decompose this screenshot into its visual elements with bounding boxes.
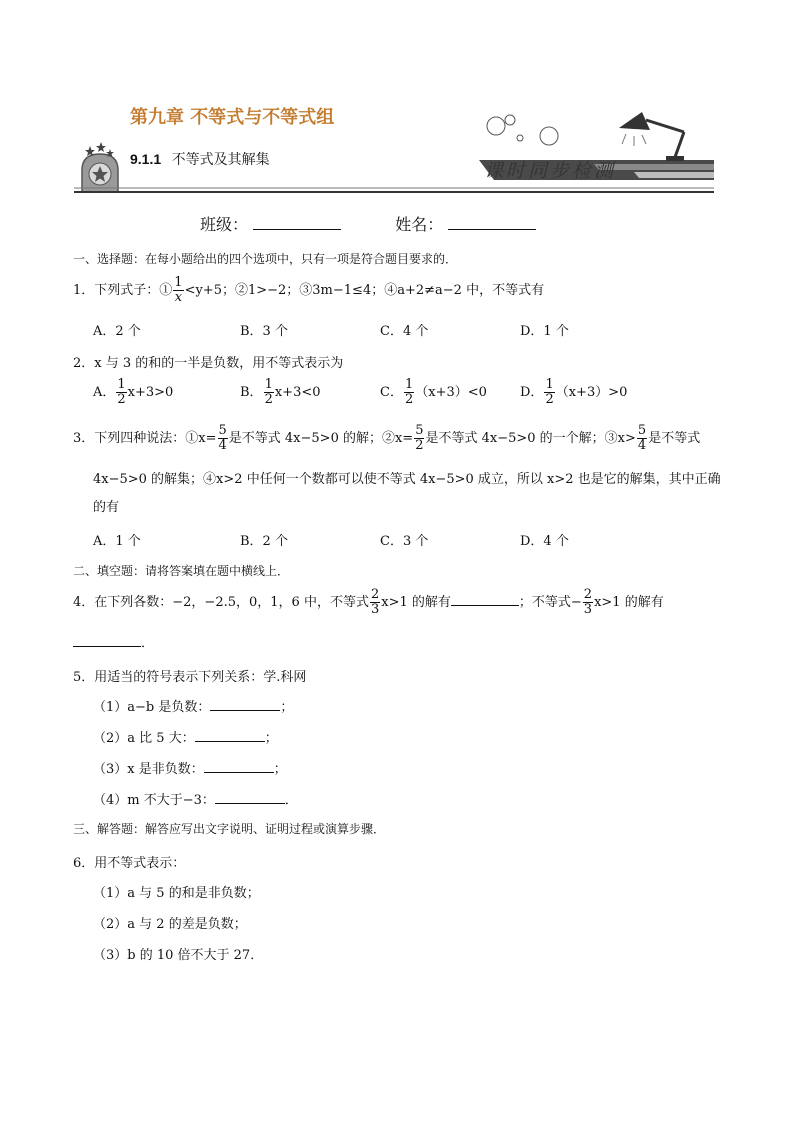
q1-frac-num: 1 <box>174 275 183 290</box>
q3-fraction-3 <box>637 424 647 453</box>
q3-f1-num: 5 <box>218 423 227 438</box>
q2-d-label: D． <box>520 385 544 400</box>
q2-a-fraction <box>116 378 126 407</box>
q3-f3-den: 4 <box>637 438 647 453</box>
q2-d-den: 2 <box>545 392 554 407</box>
q3-option-b[interactable]: B．2 个 <box>240 534 288 549</box>
q2-option-a[interactable] <box>93 378 173 407</box>
class-label: 班级： <box>200 215 249 234</box>
q2-a-num: 1 <box>117 377 126 392</box>
q2-c-label: C． <box>380 385 403 400</box>
q5-item-3 <box>93 758 287 777</box>
q1-frac-den: x <box>174 290 183 305</box>
part3-heading: 三、解答题：解答应写出文字说明、证明过程或演算步骤． <box>73 822 386 836</box>
q2-d-tail: （x+3）>0 <box>555 385 628 400</box>
q6-item-1: （1）a 与 5 的和是非负数； <box>93 886 260 901</box>
q2-c-fraction <box>404 378 414 407</box>
part2-heading: 二、填空题：请将答案填在题中横线上． <box>73 564 290 578</box>
bubbles-icon <box>487 115 558 145</box>
q2-b-fraction <box>264 378 274 407</box>
q3-seg4: 是不等式 <box>648 431 701 446</box>
q2-option-c[interactable] <box>380 378 487 407</box>
q5-item-3-end: ； <box>273 762 287 777</box>
q2-stem: 2．x 与 3 的和的一半是负数，用不等式表示为 <box>73 356 344 371</box>
q5-item-2-end: ； <box>264 731 278 746</box>
q4-fraction-1 <box>370 588 380 617</box>
q4-line-1 <box>73 588 664 617</box>
q3-line-3: 的有 <box>93 500 120 515</box>
q2-d-fraction <box>544 378 554 407</box>
q1-option-b[interactable]: B．3 个 <box>240 324 288 339</box>
q3-f1-den: 4 <box>218 438 227 453</box>
q4-answer-blank-1[interactable] <box>451 593 519 606</box>
q5-item-4 <box>93 789 298 808</box>
q2-c-num: 1 <box>404 377 414 392</box>
brand-title: 课时同步检测 <box>484 160 617 182</box>
q3-seg1: 3．下列四种说法：①x= <box>73 431 217 446</box>
q6-stem: 6．用不等式表示： <box>73 856 186 871</box>
q2-c-den: 2 <box>404 392 414 407</box>
q4-fraction-2 <box>583 588 593 617</box>
q5-blank-4[interactable] <box>215 791 285 804</box>
q2-a-tail: x+3>0 <box>127 385 174 400</box>
q3-f2-num: 5 <box>415 423 424 438</box>
class-blank[interactable] <box>253 217 341 230</box>
chapter-title: 第九章 不等式与不等式组 <box>130 107 335 128</box>
q4-answer-blank-2[interactable] <box>73 634 141 647</box>
q5-item-4-text: （4）m 不大于−3： <box>93 793 215 808</box>
q3-line-1 <box>73 424 700 453</box>
q4-f1-num: 2 <box>370 587 380 602</box>
q1-prefix: 1．下列式子：① <box>73 283 173 298</box>
q4-f2-den: 3 <box>583 602 593 617</box>
q3-f3-num: 5 <box>637 423 647 438</box>
q4-seg2: x>1 的解有 <box>381 595 451 610</box>
lamp-icon <box>619 112 684 161</box>
q3-option-a[interactable]: A．1 个 <box>93 534 141 549</box>
q3-seg2: 是不等式 4x−5>0 的解；②x= <box>228 431 414 446</box>
q2-b-den: 2 <box>264 392 273 407</box>
q4-f2-num: 2 <box>583 587 593 602</box>
q2-c-tail: （x+3）<0 <box>415 385 487 400</box>
q4-seg3: ；不等式− <box>518 595 582 610</box>
q5-blank-1[interactable] <box>210 698 280 711</box>
q4-line-2 <box>73 632 154 651</box>
q5-blank-3[interactable] <box>204 760 274 773</box>
q2-a-label: A． <box>93 385 116 400</box>
q2-d-num: 1 <box>545 377 554 392</box>
q3-option-d[interactable]: D．4 个 <box>520 534 569 549</box>
q5-item-2-text: （2）a 比 5 大： <box>93 731 195 746</box>
q2-option-b[interactable] <box>240 378 321 407</box>
q5-item-1 <box>93 696 293 715</box>
q1-stem <box>73 276 544 305</box>
q2-b-tail: x+3<0 <box>274 385 321 400</box>
q2-b-num: 1 <box>264 377 273 392</box>
q5-item-1-end: ； <box>280 700 294 715</box>
q4-seg1: 4．在下列各数：−2，−2.5，0，1，6 中，不等式 <box>73 595 369 610</box>
q1-option-c[interactable]: C．4 个 <box>380 324 429 339</box>
q4-seg4: x>1 的解有 <box>594 595 664 610</box>
q4-end: ． <box>141 636 155 651</box>
q5-item-3-text: （3）x 是非负数： <box>93 762 204 777</box>
q1-rest: <y+5；②1>−2；③3m−1≤4；④a+2≠a−2 中，不等式有 <box>184 283 545 298</box>
name-label: 姓名： <box>395 215 444 234</box>
q6-item-3: （3）b 的 10 倍不大于 27． <box>93 948 264 963</box>
q5-item-1-text: （1）a−b 是负数： <box>93 700 211 715</box>
q1-option-d[interactable]: D．1 个 <box>520 324 569 339</box>
q3-f2-den: 2 <box>415 438 424 453</box>
q3-fraction-2 <box>414 424 424 453</box>
section-heading <box>130 149 270 169</box>
q6-item-2: （2）a 与 2 的差是负数； <box>93 917 247 932</box>
name-blank[interactable] <box>448 217 536 230</box>
q5-item-2 <box>93 727 278 746</box>
q2-b-label: B． <box>240 385 263 400</box>
q2-a-den: 2 <box>117 392 126 407</box>
section-number: 9.1.1 <box>130 151 162 167</box>
q1-option-a[interactable]: A．2 个 <box>93 324 141 339</box>
q2-option-d[interactable] <box>520 378 627 407</box>
section-title: 不等式及其解集 <box>171 152 270 168</box>
part1-heading: 一、选择题：在每小题给出的四个选项中，只有一项是符合题目要求的． <box>73 252 458 266</box>
q5-stem: 5．用适当的符号表示下列关系：学.科网 <box>73 670 307 685</box>
q5-item-4-end: ． <box>284 793 298 808</box>
q5-blank-2[interactable] <box>195 729 265 742</box>
q3-seg3: 是不等式 4x−5>0 的一个解；③x> <box>425 431 636 446</box>
q3-line-2: 4x−5>0 的解集；④x>2 中任何一个数都可以使不等式 4x−5>0 成立，所以 x>2 也是它的解集，其中正确 <box>93 472 721 487</box>
q3-fraction-1 <box>218 424 228 453</box>
q1-fraction <box>173 276 183 305</box>
q4-f1-den: 3 <box>370 602 380 617</box>
student-info <box>200 212 536 235</box>
star-badge-icon <box>82 142 118 192</box>
q3-option-c[interactable]: C．3 个 <box>380 534 429 549</box>
